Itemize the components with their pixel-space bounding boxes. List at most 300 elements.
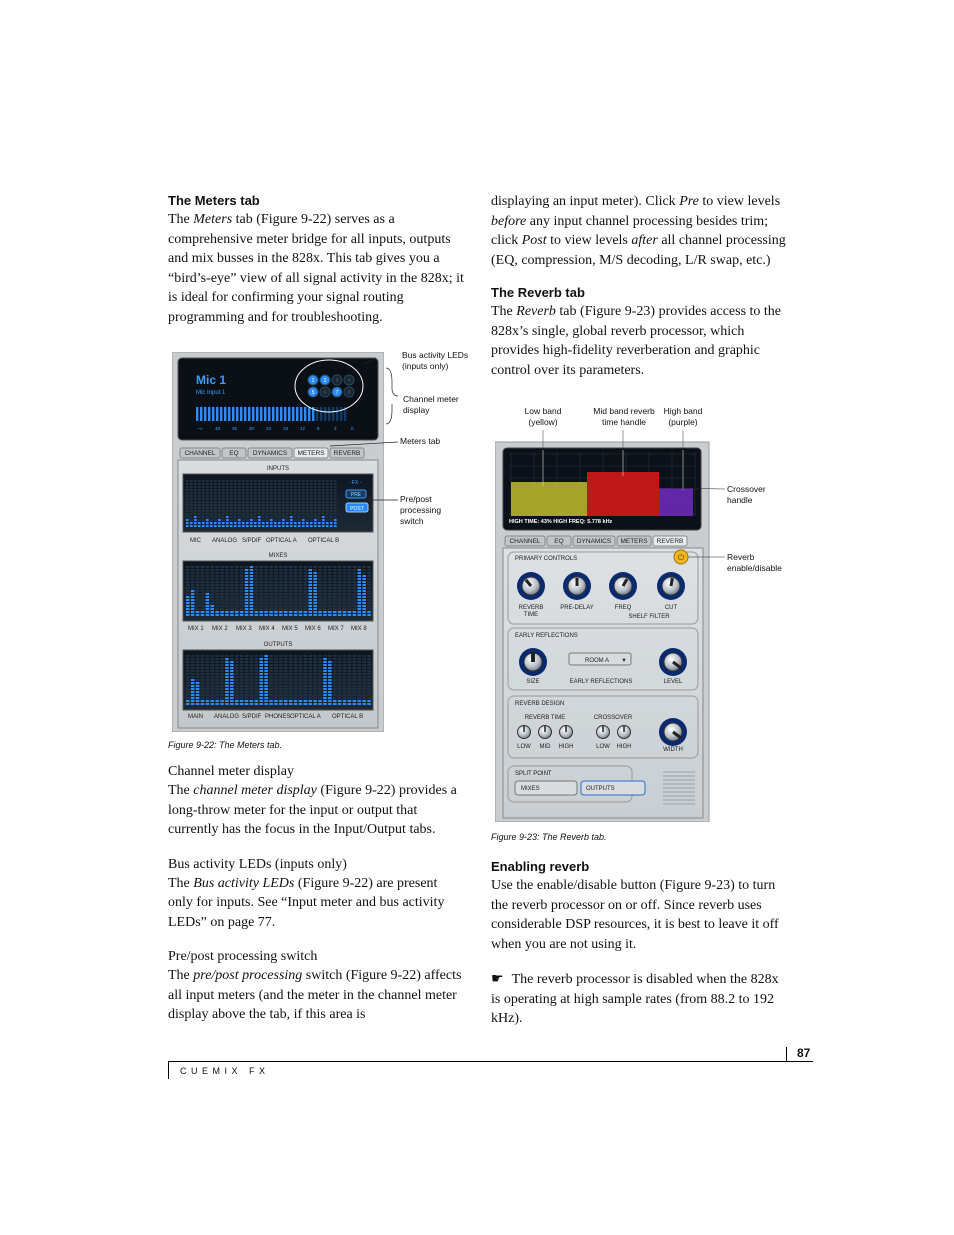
meter-segment xyxy=(190,492,193,494)
meter-segment xyxy=(238,486,241,488)
meter-segment xyxy=(266,480,269,482)
meter-segment xyxy=(255,688,259,690)
meter-segment xyxy=(358,682,362,684)
meter-segment xyxy=(306,522,309,524)
meter-segment xyxy=(333,584,337,586)
meter-segment xyxy=(343,658,347,660)
meter-segment xyxy=(353,572,357,574)
meter-segment xyxy=(211,566,215,568)
meter-segment xyxy=(279,673,283,675)
meter-segment xyxy=(353,584,357,586)
meter-segment xyxy=(279,614,283,616)
meter-segment xyxy=(240,602,244,604)
meter-segment xyxy=(343,691,347,693)
meter-segment xyxy=(255,661,259,663)
meter-segment xyxy=(190,507,193,509)
meter-segment xyxy=(333,655,337,657)
meter-segment xyxy=(279,703,283,705)
meter-segment xyxy=(214,492,217,494)
meter-segment xyxy=(250,688,254,690)
meter-segment xyxy=(246,525,249,527)
meter-segment xyxy=(299,673,303,675)
meter-segment xyxy=(186,480,189,482)
meter-segment xyxy=(338,614,342,616)
width-knob[interactable] xyxy=(659,718,687,746)
meter-segment xyxy=(191,581,195,583)
meter-segment xyxy=(215,703,219,705)
meter-segment xyxy=(367,566,371,568)
meter-segment xyxy=(299,688,303,690)
meter-segment xyxy=(264,605,268,607)
meter-segment xyxy=(299,590,303,592)
meter-segment xyxy=(202,489,205,491)
meter-segment xyxy=(225,682,229,684)
crossover-callout: Crossover handle xyxy=(727,484,766,505)
meter-segment xyxy=(250,587,254,589)
meter-segment xyxy=(191,590,195,592)
meter-segment xyxy=(238,516,241,518)
meter-segment xyxy=(302,510,305,512)
meter-segment xyxy=(367,605,371,607)
meter-segment xyxy=(302,495,305,497)
meter-segment xyxy=(246,498,249,500)
meter-segment xyxy=(255,566,259,568)
meter-segment xyxy=(242,522,245,524)
meter-segment xyxy=(250,611,254,613)
meter-segment xyxy=(299,575,303,577)
meter-segment xyxy=(186,694,190,696)
meter-segment xyxy=(318,694,322,696)
meter-segment xyxy=(338,584,342,586)
left-column-lower xyxy=(168,763,464,1025)
meter-segment xyxy=(348,655,352,657)
meter-segment xyxy=(353,655,357,657)
meter-segment xyxy=(348,661,352,663)
meter-segment xyxy=(196,655,200,657)
meter-segment xyxy=(274,507,277,509)
meter-segment xyxy=(286,507,289,509)
meter-segment xyxy=(289,593,293,595)
meter-segment xyxy=(226,513,229,515)
meter-segment xyxy=(210,504,213,506)
meter-segment xyxy=(191,691,195,693)
meter-segment xyxy=(343,608,347,610)
meter-segment xyxy=(294,685,298,687)
meter-segment xyxy=(186,670,190,672)
meter-segment xyxy=(348,614,352,616)
meter-segment xyxy=(270,486,273,488)
meter-segment xyxy=(258,519,261,521)
meter-segment xyxy=(194,489,197,491)
meter-segment xyxy=(333,566,337,568)
meter-segment xyxy=(358,697,362,699)
meter-segment xyxy=(314,513,317,515)
meter-segment xyxy=(290,501,293,503)
meter-segment xyxy=(220,593,224,595)
meter-segment xyxy=(323,602,327,604)
meter-segment xyxy=(274,703,278,705)
meter-segment xyxy=(348,608,352,610)
meter-segment xyxy=(191,614,195,616)
meter-segment xyxy=(302,504,305,506)
meter-segment xyxy=(255,697,259,699)
meter-segment xyxy=(186,584,190,586)
meter-segment xyxy=(323,581,327,583)
meter-segment xyxy=(260,590,264,592)
meter-segment xyxy=(235,572,239,574)
meter-segment xyxy=(343,682,347,684)
meter-segment xyxy=(323,590,327,592)
high-band-region[interactable] xyxy=(659,488,693,516)
meter-segment xyxy=(196,697,200,699)
meter-segment xyxy=(310,489,313,491)
meter-segment xyxy=(294,486,297,488)
meter-segment xyxy=(304,602,308,604)
meter-segment xyxy=(206,679,210,681)
meter-segment xyxy=(279,587,283,589)
meter-segment xyxy=(230,513,233,515)
meter-segment xyxy=(238,519,241,521)
meter-segment xyxy=(282,495,285,497)
meter-segment xyxy=(333,694,337,696)
meter-segment xyxy=(348,691,352,693)
meter-segment xyxy=(220,599,224,601)
size-knob[interactable] xyxy=(519,648,547,676)
meter-segment xyxy=(348,688,352,690)
low-band-region[interactable] xyxy=(511,482,587,516)
meter-segment xyxy=(260,575,264,577)
meter-segment xyxy=(198,480,201,482)
meter-segment xyxy=(196,584,200,586)
meter-segment xyxy=(343,569,347,571)
meter-segment xyxy=(240,581,244,583)
meter-segment xyxy=(226,501,229,503)
bus-led-label: 2 xyxy=(323,378,327,384)
meter-segment xyxy=(294,673,298,675)
meter-segment xyxy=(299,596,303,598)
meter-segment xyxy=(306,525,309,527)
meter-segment xyxy=(310,510,313,512)
meter-segment xyxy=(367,703,371,705)
meter-segment xyxy=(220,590,224,592)
meter-segment xyxy=(266,510,269,512)
meter-segment xyxy=(235,700,239,702)
meter-segment xyxy=(225,664,229,666)
meter-segment xyxy=(286,480,289,482)
meter-segment xyxy=(215,697,219,699)
meter-segment xyxy=(279,685,283,687)
meter-segment xyxy=(186,605,190,607)
meter-segment xyxy=(254,522,257,524)
meter-segment xyxy=(220,664,224,666)
meter-segment xyxy=(202,480,205,482)
meter-segment xyxy=(240,673,244,675)
meter-segment xyxy=(313,673,317,675)
meter-segment xyxy=(288,407,290,421)
meter-segment xyxy=(254,510,257,512)
meter-segment xyxy=(348,593,352,595)
meter-segment xyxy=(255,590,259,592)
meter-segment xyxy=(245,694,249,696)
meter-segment xyxy=(298,504,301,506)
meter-segment xyxy=(279,679,283,681)
meter-segment xyxy=(230,495,233,497)
meter-segment xyxy=(202,498,205,500)
meter-segment xyxy=(264,658,268,660)
meter-segment xyxy=(264,578,268,580)
meter-segment xyxy=(245,599,249,601)
meter-segment xyxy=(304,608,308,610)
meter-segment xyxy=(328,670,332,672)
meter-segment xyxy=(210,498,213,500)
meter-segment xyxy=(186,587,190,589)
prepost-paragraph: The pre/post processing switch (Figure 9-22) affects all input meters (and the meter in the channel meter display above the tab, if this area is xyxy=(168,968,462,1022)
meter-segment xyxy=(328,575,332,577)
meter-segment xyxy=(218,504,221,506)
meter-segment xyxy=(299,578,303,580)
meter-segment xyxy=(186,688,190,690)
meter-segment xyxy=(215,566,219,568)
meter-segment xyxy=(220,608,224,610)
meter-segment xyxy=(323,682,327,684)
meter-segment xyxy=(269,661,273,663)
meter-segment xyxy=(201,596,205,598)
meter-segment xyxy=(255,694,259,696)
meter-segment xyxy=(211,602,215,604)
meter-segment xyxy=(278,516,281,518)
bus-led-label: 4 xyxy=(347,378,351,384)
meter-segment xyxy=(338,658,342,660)
meter-segment xyxy=(309,581,313,583)
meter-segment xyxy=(226,507,229,509)
meter-segment xyxy=(211,575,215,577)
meter-segment xyxy=(198,516,201,518)
meter-segment xyxy=(190,498,193,500)
meter-segment xyxy=(255,679,259,681)
meter-segment xyxy=(333,578,337,580)
meter-segment xyxy=(274,602,278,604)
meter-segment xyxy=(225,593,229,595)
meter-segment xyxy=(278,480,281,482)
meter-segment xyxy=(353,700,357,702)
meter-segment xyxy=(235,664,239,666)
meter-segment xyxy=(367,599,371,601)
meter-segment xyxy=(190,483,193,485)
meter-segment xyxy=(318,584,322,586)
meter-segment xyxy=(362,703,366,705)
meter-segment xyxy=(286,498,289,500)
meter-segment xyxy=(218,492,221,494)
meter-segment xyxy=(245,575,249,577)
meter-segment xyxy=(309,691,313,693)
meter-segment xyxy=(225,587,229,589)
meter-segment xyxy=(186,575,190,577)
meter-segment xyxy=(230,575,234,577)
meter-segment xyxy=(274,522,277,524)
meter-segment xyxy=(358,655,362,657)
meter-segment xyxy=(358,572,362,574)
meter-segment xyxy=(245,608,249,610)
meter-segment xyxy=(274,614,278,616)
meter-segment xyxy=(226,525,229,527)
high-band-callout: High band (purple) xyxy=(663,406,703,427)
meter-segment xyxy=(215,655,219,657)
meter-segment xyxy=(196,664,200,666)
meter-segment xyxy=(225,566,229,568)
meter-segment xyxy=(323,593,327,595)
meter-segment xyxy=(309,614,313,616)
meter-segment xyxy=(300,407,302,421)
meter-segment xyxy=(201,655,205,657)
meter-segment xyxy=(289,599,293,601)
meter-segment xyxy=(269,608,273,610)
meter-segment xyxy=(242,495,245,497)
meter-segment xyxy=(279,581,283,583)
meter-segment xyxy=(299,605,303,607)
meter-segment xyxy=(240,605,244,607)
meter-segment xyxy=(289,688,293,690)
meter-segment xyxy=(210,507,213,509)
meter-segment xyxy=(250,658,254,660)
meter-segment xyxy=(310,498,313,500)
meter-segment xyxy=(338,578,342,580)
meter-segment xyxy=(309,676,313,678)
meter-segment xyxy=(343,602,347,604)
meter-segment xyxy=(274,599,278,601)
meter-segment xyxy=(274,519,277,521)
meter-segment xyxy=(328,599,332,601)
meter-segment xyxy=(234,489,237,491)
meter-group-label: ANALOG xyxy=(214,714,240,720)
meter-segment xyxy=(230,599,234,601)
meter-segment xyxy=(304,596,308,598)
meter-segment xyxy=(191,658,195,660)
meter-segment xyxy=(250,685,254,687)
meter-segment xyxy=(269,569,273,571)
meter-segment xyxy=(318,569,322,571)
meter-segment xyxy=(215,608,219,610)
meter-segment xyxy=(235,655,239,657)
meter-segment xyxy=(228,407,230,421)
level-knob[interactable] xyxy=(659,648,687,676)
meter-segment xyxy=(278,510,281,512)
meter-segment xyxy=(338,697,342,699)
meter-segment xyxy=(314,480,317,482)
meter-segment xyxy=(264,572,268,574)
meter-segment xyxy=(258,516,261,518)
meter-segment xyxy=(276,407,278,421)
meter-segment xyxy=(222,516,225,518)
meter-segment xyxy=(362,673,366,675)
meter-segment xyxy=(338,593,342,595)
meter-segment xyxy=(310,486,313,488)
meter-segment xyxy=(264,697,268,699)
meter-segment xyxy=(343,667,347,669)
meter-segment xyxy=(309,569,313,571)
meter-segment xyxy=(294,510,297,512)
meter-segment xyxy=(255,670,259,672)
meter-segment xyxy=(254,495,257,497)
svg-text:SIZE: SIZE xyxy=(526,679,540,685)
meter-segment xyxy=(254,507,257,509)
meter-segment xyxy=(306,519,309,521)
meter-segment xyxy=(201,602,205,604)
meter-segment xyxy=(230,605,234,607)
meter-segment xyxy=(284,614,288,616)
meter-segment xyxy=(264,664,268,666)
meter-segment xyxy=(230,569,234,571)
meter-segment xyxy=(235,676,239,678)
meter-segment xyxy=(211,682,215,684)
meter-segment xyxy=(201,691,205,693)
meter-segment xyxy=(200,407,202,421)
knob-label: CUT xyxy=(664,605,678,611)
meter-segment xyxy=(225,676,229,678)
meter-segment xyxy=(294,590,298,592)
meter-segment xyxy=(278,525,281,527)
meter-segment xyxy=(256,407,258,421)
meter-segment xyxy=(282,507,285,509)
meter-segment xyxy=(220,596,224,598)
meter-segment xyxy=(264,694,268,696)
meter-segment xyxy=(250,664,254,666)
meter-segment xyxy=(313,676,317,678)
meter-segment xyxy=(262,522,265,524)
meter-segment xyxy=(309,685,313,687)
meter-segment xyxy=(250,697,254,699)
meter-segment xyxy=(367,569,371,571)
meter-segment xyxy=(314,510,317,512)
meter-segment xyxy=(362,605,366,607)
meter-segment xyxy=(304,682,308,684)
meter-segment xyxy=(206,486,209,488)
meter-segment xyxy=(266,483,269,485)
meter-segment xyxy=(290,510,293,512)
meter-segment xyxy=(310,495,313,497)
meter-segment xyxy=(254,516,257,518)
meter-segment xyxy=(245,569,249,571)
meter-segment xyxy=(338,688,342,690)
shelf-filter-label: SHELF FILTER xyxy=(628,614,670,620)
meter-segment xyxy=(270,519,273,521)
meter-segment xyxy=(206,513,209,515)
meter-segment xyxy=(290,483,293,485)
channel-meter-callout: Channel meter display xyxy=(403,394,459,415)
meter-segment xyxy=(313,593,317,595)
meter-segment xyxy=(274,581,278,583)
meter-segment xyxy=(310,483,313,485)
meter-segment xyxy=(309,605,313,607)
meter-segment xyxy=(186,519,189,521)
meter-segment xyxy=(310,492,313,494)
meter-segment xyxy=(258,522,261,524)
meter-segment xyxy=(279,602,283,604)
meter-segment xyxy=(202,504,205,506)
meter-segment xyxy=(284,676,288,678)
meter-segment xyxy=(255,572,259,574)
meter-segment xyxy=(245,584,249,586)
mid-band-region[interactable] xyxy=(587,472,659,516)
meter-segment xyxy=(362,658,366,660)
meter-segment xyxy=(225,611,229,613)
meter-segment xyxy=(186,664,190,666)
meter-group-label: MIX 3 xyxy=(236,626,252,632)
meter-segment xyxy=(196,700,200,702)
split-point-title: SPLIT POINT xyxy=(515,771,552,777)
meter-segment xyxy=(306,489,309,491)
meter-segment xyxy=(194,492,197,494)
meter-segment xyxy=(298,522,301,524)
